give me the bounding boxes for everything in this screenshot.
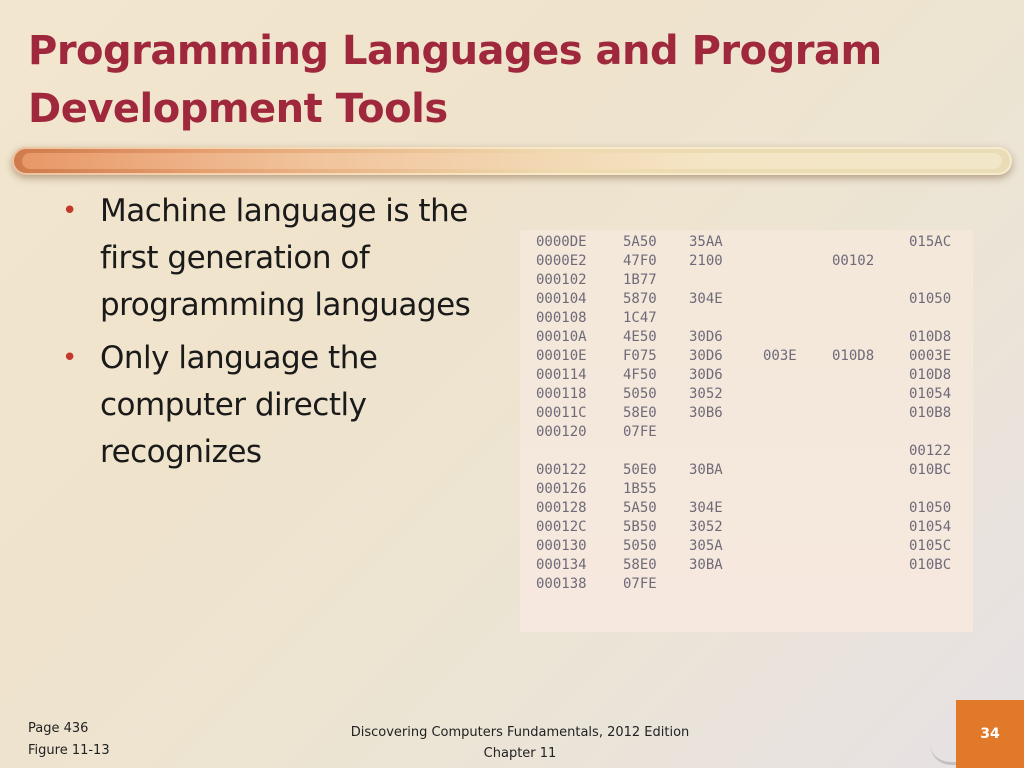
- code-cell: 4E50: [623, 329, 657, 345]
- code-cell: 00010A: [536, 329, 587, 345]
- code-cell: 30BA: [689, 557, 723, 573]
- code-cell: 00011C: [536, 405, 587, 421]
- slide-title: [28, 22, 988, 138]
- code-row: [536, 442, 966, 461]
- slide-number-box: [956, 700, 1024, 768]
- code-cell: 0003E: [909, 348, 952, 364]
- code-row: [536, 233, 966, 252]
- code-cell: 000122: [536, 462, 587, 478]
- page-reference: Page 436: [28, 721, 89, 736]
- code-row: [536, 480, 966, 499]
- code-cell: 003E: [763, 348, 797, 364]
- code-cell: 0000E2: [536, 253, 587, 269]
- code-row: [536, 252, 966, 271]
- code-row: [536, 290, 966, 309]
- bullet-item-machine-language: [60, 188, 510, 329]
- code-cell: 5050: [623, 538, 657, 554]
- code-row: [536, 309, 966, 328]
- code-cell: 010BC: [909, 462, 952, 478]
- code-cell: 58E0: [623, 405, 657, 421]
- code-cell: 1C47: [623, 310, 657, 326]
- code-cell: 010D8: [909, 329, 952, 345]
- code-cell: 30D6: [689, 329, 723, 345]
- code-cell: 3052: [689, 519, 723, 535]
- code-cell: 304E: [689, 500, 723, 516]
- code-cell: 305A: [689, 538, 723, 554]
- bullet-list: [60, 188, 510, 482]
- book-title: Discovering Computers Fundamentals, 2012 Edition: [350, 725, 690, 740]
- code-cell: 5A50: [623, 234, 657, 250]
- code-row: [536, 347, 966, 366]
- code-cell: 1B77: [623, 272, 657, 288]
- code-row: [536, 556, 966, 575]
- machine-code-figure: [520, 230, 973, 632]
- slide-title-line-2: Development Tools: [28, 86, 448, 132]
- footer-book-info: [320, 722, 720, 764]
- code-cell: 00102: [832, 253, 875, 269]
- code-cell: 010B8: [909, 405, 952, 421]
- code-cell: 000114: [536, 367, 587, 383]
- code-row: [536, 404, 966, 423]
- bullet-text: Only language the computer directly recognizes: [100, 340, 378, 470]
- slide-number: 34: [980, 726, 1000, 742]
- bullet-dot-icon: •: [62, 196, 77, 226]
- code-row: [536, 575, 966, 594]
- code-cell: 58E0: [623, 557, 657, 573]
- code-row: [536, 518, 966, 537]
- code-row: [536, 461, 966, 480]
- bullet-item-only-language: [60, 335, 510, 476]
- code-cell: 010D8: [909, 367, 952, 383]
- code-row: [536, 366, 966, 385]
- code-cell: 1B55: [623, 481, 657, 497]
- code-cell: 30D6: [689, 367, 723, 383]
- code-cell: 015AC: [909, 234, 952, 250]
- code-cell: 000104: [536, 291, 587, 307]
- code-row: [536, 537, 966, 556]
- code-cell: 000108: [536, 310, 587, 326]
- code-cell: 0105C: [909, 538, 952, 554]
- code-cell: 01054: [909, 386, 952, 402]
- code-cell: 000102: [536, 272, 587, 288]
- code-cell: 000126: [536, 481, 587, 497]
- code-cell: 00012C: [536, 519, 587, 535]
- code-cell: 01050: [909, 500, 952, 516]
- bullet-text: Machine language is the first generation of programming languages: [100, 193, 471, 323]
- code-row: [536, 328, 966, 347]
- code-cell: 01054: [909, 519, 952, 535]
- code-cell: 5A50: [623, 500, 657, 516]
- bullet-dot-icon: •: [62, 343, 77, 373]
- code-cell: 4F50: [623, 367, 657, 383]
- code-cell: 000128: [536, 500, 587, 516]
- code-row: [536, 385, 966, 404]
- code-cell: 5B50: [623, 519, 657, 535]
- code-cell: 50E0: [623, 462, 657, 478]
- code-cell: 000138: [536, 576, 587, 592]
- code-cell: 01050: [909, 291, 952, 307]
- code-cell: 47F0: [623, 253, 657, 269]
- figure-reference: Figure 11-13: [28, 743, 110, 758]
- code-cell: 000118: [536, 386, 587, 402]
- code-cell: 010BC: [909, 557, 952, 573]
- code-cell: 00010E: [536, 348, 587, 364]
- code-cell: 30BA: [689, 462, 723, 478]
- slide-title-line-1: Programming Languages and Program: [28, 28, 882, 74]
- code-cell: 304E: [689, 291, 723, 307]
- code-cell: 010D8: [832, 348, 875, 364]
- code-cell: 5870: [623, 291, 657, 307]
- code-cell: 07FE: [623, 576, 657, 592]
- code-cell: 00122: [909, 443, 952, 459]
- code-cell: 000130: [536, 538, 587, 554]
- code-row: [536, 423, 966, 442]
- code-cell: 2100: [689, 253, 723, 269]
- code-cell: 30B6: [689, 405, 723, 421]
- code-row: [536, 499, 966, 518]
- code-cell: F075: [623, 348, 657, 364]
- title-divider-inner: [22, 153, 1002, 169]
- code-cell: 5050: [623, 386, 657, 402]
- code-cell: 000120: [536, 424, 587, 440]
- chapter-label: Chapter 11: [483, 746, 557, 761]
- code-cell: 0000DE: [536, 234, 587, 250]
- title-divider-bar: [12, 147, 1012, 175]
- code-cell: 30D6: [689, 348, 723, 364]
- footer-reference: [28, 718, 110, 762]
- code-cell: 3052: [689, 386, 723, 402]
- code-cell: 35AA: [689, 234, 723, 250]
- code-cell: 07FE: [623, 424, 657, 440]
- code-cell: 000134: [536, 557, 587, 573]
- code-row: [536, 271, 966, 290]
